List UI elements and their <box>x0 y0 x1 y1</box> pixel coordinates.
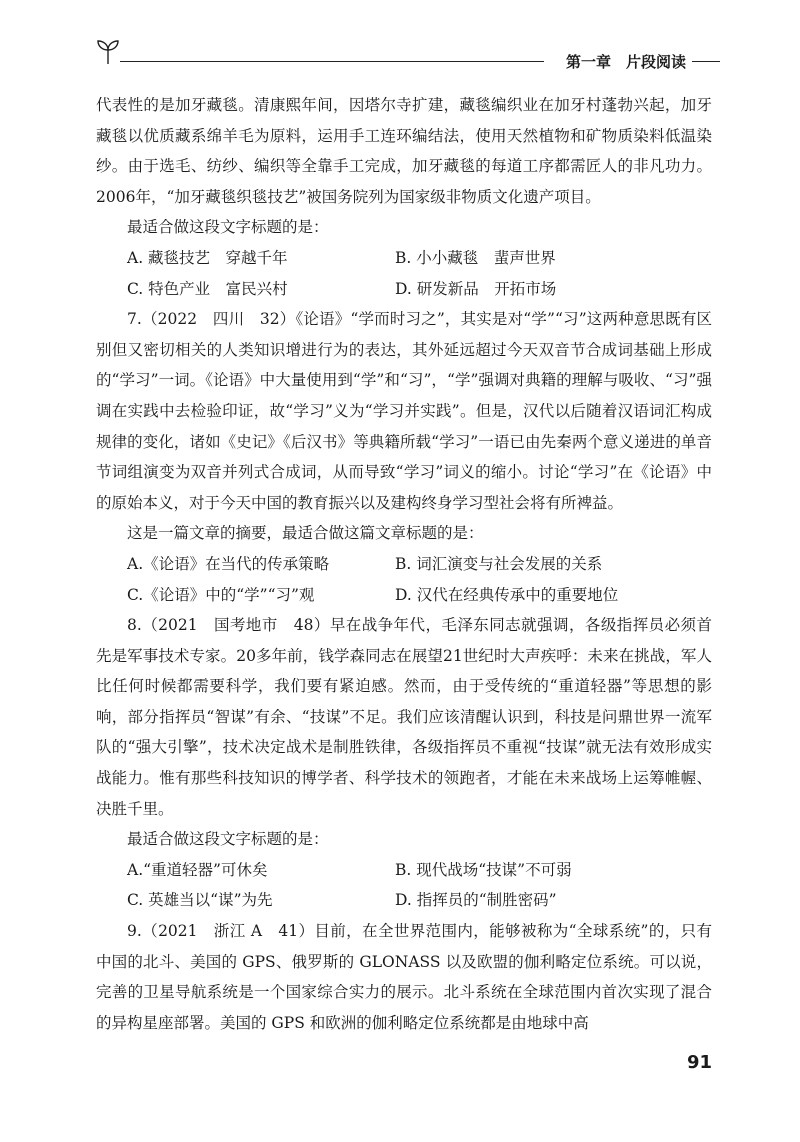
option-d: D. 指挥员的“制胜密码” <box>395 891 557 910</box>
passage-8-text: 8.（2021 国考地市 48）早在战争年代，毛泽东同志就强调，各级指挥员必须首先是军事技术专家。20多年前，钱学森同志在展望21世纪时大声疾呼：未来在挑战，军人比任何时候都需要科学，我们要有紧迫感。然而，由于受传统的“重道轻器”等思想的影响，部分指挥员“智谋”有余、“技谋”不足。我们应该清醒认识到，科技是问鼎世界一流军队的“强大引擎”，技术决定战术是制胜铁律，各级指挥员不重视“技谋”就无法有效形成实战能力。惟有那些科技知识的博学者、科学技术的领跑者，才能在未来战场上运筹帷幄、决胜千里。 <box>96 616 712 818</box>
sprout-icon <box>96 36 120 66</box>
question-6-options <box>96 243 712 304</box>
question-7-prompt: 这是一篇文章的摘要，最适合做这篇文章标题的是： <box>127 524 484 543</box>
question-8-options <box>96 855 712 916</box>
header-rule-right <box>692 61 720 62</box>
option-b: B. 小小藏毯 蜚声世界 <box>395 248 556 267</box>
page-number: 91 <box>686 1052 712 1073</box>
question-8-prompt: 最适合做这段文字标题的是： <box>127 830 329 849</box>
option-b: B. 现代战场“技谋”不可弱 <box>395 860 572 879</box>
passage-6-text: 代表性的是加牙藏毯。清康熙年间，因塔尔寺扩建，藏毯编织业在加牙村蓬勃兴起，加牙藏毯以优质藏系绵羊毛为原料，运用手工连环编结法，使用天然植物和矿物质染料低温染纱。由于选毛、纺纱、编织等全靠手工完成，加牙藏毯的每道工序都需匠人的非凡功力。2006年，“加牙藏毯织毯技艺”被国务院列为国家级非物质文化遗产项目。 <box>96 96 712 206</box>
option-c: C.《论语》中的“学”“习”观 <box>127 585 315 604</box>
question-6-prompt: 最适合做这段文字标题的是： <box>127 218 329 237</box>
option-a: A.《论语》在当代的传承策略 <box>127 554 330 573</box>
question-7-options <box>96 549 712 610</box>
chapter-title: 第一章 片段阅读 <box>560 51 692 72</box>
passage-9-text: 9.（2021 浙江 A 41）目前，在全世界范围内，能够被称为“全球系统”的，只有中国的北斗、美国的 GPS、俄罗斯的 GLONASS 以及欧盟的伽利略定位系统。可以说，完善的卫星导航系统是一个国家综合实力的展示。北斗系统在全球范围内首次实现了混合的异构星座部署。美国的 GPS 和欧洲的伽利略定位系统都是由地球中高 <box>96 922 712 1032</box>
option-d: D. 研发新品 开拓市场 <box>395 279 557 298</box>
passage-7-text: 7.（2022 四川 32）《论语》“学而时习之”，其实是对“学”“习”这两种意思既有区别但又密切相关的人类知识增进行为的表达，其外延远超过今天双音节合成词基础上形成的“学习”一词。《论语》中大量使用到“学”和“习”，“学”强调对典籍的理解与吸收、“习”强调在实践中去检验印证，故“学习”义为“学习并实践”。但是，汉代以后随着汉语词汇构成规律的变化，诸如《史记》《后汉书》等典籍所载“学习”一语已由先秦两个意义递进的单音节词组演变为双音并列式合成词，从而导致“学习”词义的缩小。讨论“学习”在《论语》中的原始本义，对于今天中国的教育振兴以及建构终身学习型社会将有所裨益。 <box>96 310 712 512</box>
option-b: B. 词汇演变与社会发展的关系 <box>395 554 603 573</box>
page-content <box>96 90 712 1038</box>
header-rule-left <box>120 61 544 62</box>
option-a: A. 藏毯技艺 穿越千年 <box>127 248 288 267</box>
running-header <box>96 36 720 70</box>
option-c: C. 特色产业 富民兴村 <box>127 279 288 298</box>
option-a: A.“重道轻器”可休矣 <box>127 860 268 879</box>
option-c: C. 英雄当以“谋”为先 <box>127 891 273 910</box>
option-d: D. 汉代在经典传承中的重要地位 <box>395 585 619 604</box>
